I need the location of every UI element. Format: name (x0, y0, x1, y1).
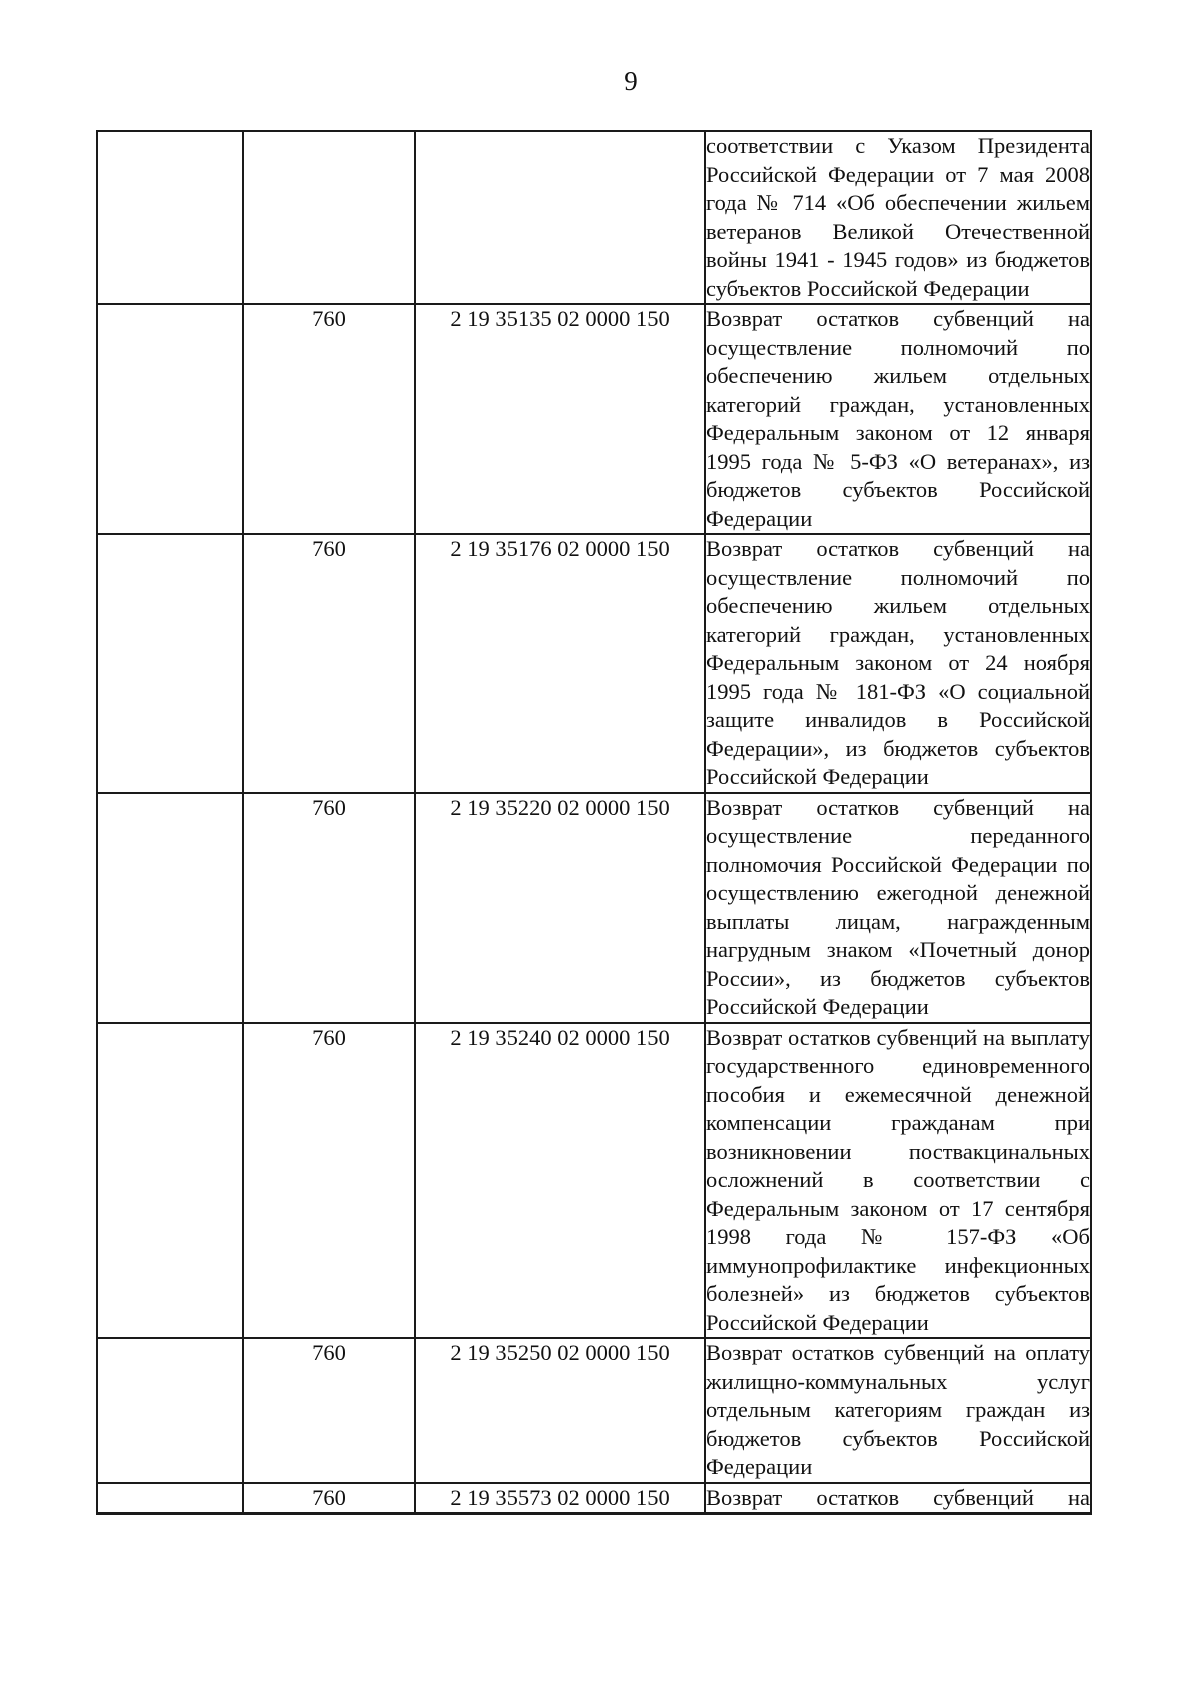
table-cell-admin-code: 760 (243, 793, 415, 1023)
table-cell-income-code (415, 131, 705, 304)
table-cell-empty (97, 1483, 243, 1514)
table-cell-empty (97, 793, 243, 1023)
table-row (97, 793, 1091, 1023)
page-number: 9 (624, 66, 638, 96)
table-cell-empty (97, 534, 243, 793)
table-cell-income-name: Возврат остатков субвенций на осуществление полномочий по обеспечению жильем отдельных категорий граждан, установленных Федеральным законом от 12 января 1995 года № 5-ФЗ «О ветеранах», из бюджетов субъектов Российской Федерации (705, 304, 1091, 534)
table-cell-empty (97, 1023, 243, 1339)
table-row (97, 1338, 1091, 1483)
table-cell-income-code: 2 19 35573 02 0000 150 (415, 1483, 705, 1514)
table-cell-admin-code: 760 (243, 1483, 415, 1514)
table-row (97, 534, 1091, 793)
table-cell-income-name: Возврат остатков субвенций на выплату государственного единовременного пособия и ежемесячной денежной компенсации гражданам при возникновении поствакцинальных осложнений в соответствии с Федеральным законом от 17 сентября 1998 года № 157-ФЗ «Об иммунопрофилактике инфекционных болезней» из бюджетов субъектов Российской Федерации (705, 1023, 1091, 1339)
table-cell-admin-code: 760 (243, 534, 415, 793)
table-cell-income-code: 2 19 35176 02 0000 150 (415, 534, 705, 793)
table-cell-income-code: 2 19 35240 02 0000 150 (415, 1023, 705, 1339)
table-cell-income-name: Возврат остатков субвенций на осуществление полномочий по обеспечению жильем отдельных категорий граждан, установленных Федеральным законом от 24 ноября 1995 года № 181-ФЗ «О социальной защите инвалидов в Российской Федерации», из бюджетов субъектов Российской Федерации (705, 534, 1091, 793)
table-cell-income-code: 2 19 35135 02 0000 150 (415, 304, 705, 534)
table-cell-income-code: 2 19 35220 02 0000 150 (415, 793, 705, 1023)
table-cell-income-name: Возврат остатков субвенций на оплату жилищно-коммунальных услуг отдельным категориям граждан из бюджетов субъектов Российской Федерации (705, 1338, 1091, 1483)
table-cell-empty (97, 304, 243, 534)
table-row (97, 1023, 1091, 1339)
table-cell-admin-code (243, 131, 415, 304)
table-row (97, 1483, 1091, 1514)
table-row (97, 304, 1091, 534)
table-cell-empty (97, 1338, 243, 1483)
table-row (97, 131, 1091, 304)
table-cell-income-name: соответствии с Указом Президента Российской Федерации от 7 мая 2008 года № 714 «Об обеспечении жильем ветеранов Великой Отечественной войны 1941 - 1945 годов» из бюджетов субъектов Российской Федерации (705, 131, 1091, 304)
budget-classification-table (96, 130, 1092, 1515)
table-cell-income-name: Возврат остатков субвенций на (705, 1483, 1091, 1514)
table-cell-income-code: 2 19 35250 02 0000 150 (415, 1338, 705, 1483)
table-cell-admin-code: 760 (243, 1338, 415, 1483)
table-cell-admin-code: 760 (243, 304, 415, 534)
table-cell-admin-code: 760 (243, 1023, 415, 1339)
table-cell-empty (97, 131, 243, 304)
table-cell-income-name: Возврат остатков субвенций на осуществление переданного полномочия Российской Федерации по осуществлению ежегодной денежной выплаты лицам, награжденным нагрудным знаком «Почетный донор России», из бюджетов субъектов Российской Федерации (705, 793, 1091, 1023)
